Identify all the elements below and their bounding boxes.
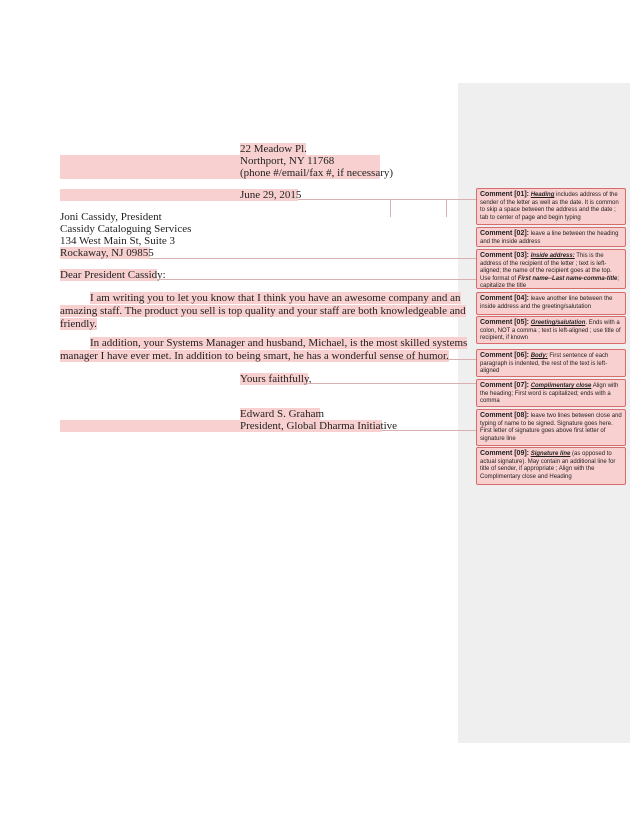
inside-address-line-4: Rockaway, NJ 09855 <box>60 247 154 259</box>
body-p1-line-1: I am writing you to let you know that I think you have an awesome company and an <box>90 292 461 304</box>
heading-line-2: Northport, NY 11768 <box>240 155 335 167</box>
comment-connector <box>400 359 476 360</box>
comment-07[interactable]: Comment [07]: Complimentary close Align with the heading; First word is capitalized; ends with a comma <box>476 379 626 407</box>
body-p2-line-1: In addition, your Systems Manager and husband, Michael, is the most skilled systems <box>90 337 468 349</box>
comment-connector <box>446 199 447 217</box>
signature-title: President, Global Dharma Initiative <box>240 420 398 432</box>
body-p2-line-2: manager I have ever met. In addition to being smart, he has a wonderful sense of humor. <box>60 350 449 362</box>
comment-06[interactable]: Comment [06]: Body: First sentence of each paragraph is indented, the rest of the text is left-aligned <box>476 349 626 377</box>
comment-05[interactable]: Comment [05]: Greeting/salutation. Ends with a colon, NOT a comma ; text is left-aligned ; use title of recipient, if known <box>476 316 626 344</box>
comment-connector <box>298 199 476 200</box>
comment-connector <box>390 199 391 217</box>
body-p1-line-2: amazing staff. The product you sell is top quality and your staff are both knowledgeable and <box>60 305 466 317</box>
comment-04[interactable]: Comment [04]: leave another line between the inside address and the greeting/salutation <box>476 292 626 315</box>
comment-connector <box>150 258 476 259</box>
body-paragraph-2 <box>60 337 468 363</box>
inside-address-line-1: Joni Cassidy, President <box>60 211 162 223</box>
body-p1-line-3: friendly. <box>60 318 97 330</box>
heading-line-3: (phone #/email/fax #, if necessary) <box>240 167 394 179</box>
inside-address-line-3: 134 West Main St, Suite 3 <box>60 235 176 247</box>
comment-connector <box>308 383 476 384</box>
letter-date: June 29, 2015 <box>240 189 302 201</box>
comment-03[interactable]: Comment [03]: Inside address: This is the address of the recipient of the letter ; text is left-aligned; the name of the recipient goes at the top. Use format of First name--Last name-comma-title; capitalize the title <box>476 249 626 289</box>
comment-01[interactable]: Comment [01]: Heading includes address of the sender of the letter as well as the date. It is common to skip a space between the address and the date ; tab to center of page and begin typing <box>476 188 626 225</box>
inside-address-line-2: Cassidy Cataloguing Services <box>60 223 192 235</box>
comment-02[interactable]: Comment [02]: leave a line between the heading and the inside address <box>476 227 626 247</box>
comment-connector <box>382 430 476 431</box>
complimentary-close: Yours faithfully, <box>240 373 312 385</box>
signature-name: Edward S. Graham <box>240 408 325 420</box>
greeting: Dear President Cassidy: <box>60 269 166 281</box>
comment-08[interactable]: Comment [08]: leave two lines between close and typing of name to be signed. Signature goes here. First letter of signature goes above first letter of signature line <box>476 409 626 446</box>
heading-line-1: 22 Meadow Pl. <box>240 143 307 155</box>
comment-connector <box>157 279 476 280</box>
comment-09[interactable]: Comment [09]: Signature line (as opposed to actual signature). May contain an additional line for title of sender, if appropriate ; Align with the Complimentary close and Heading <box>476 447 626 485</box>
body-paragraph-1 <box>60 292 466 331</box>
